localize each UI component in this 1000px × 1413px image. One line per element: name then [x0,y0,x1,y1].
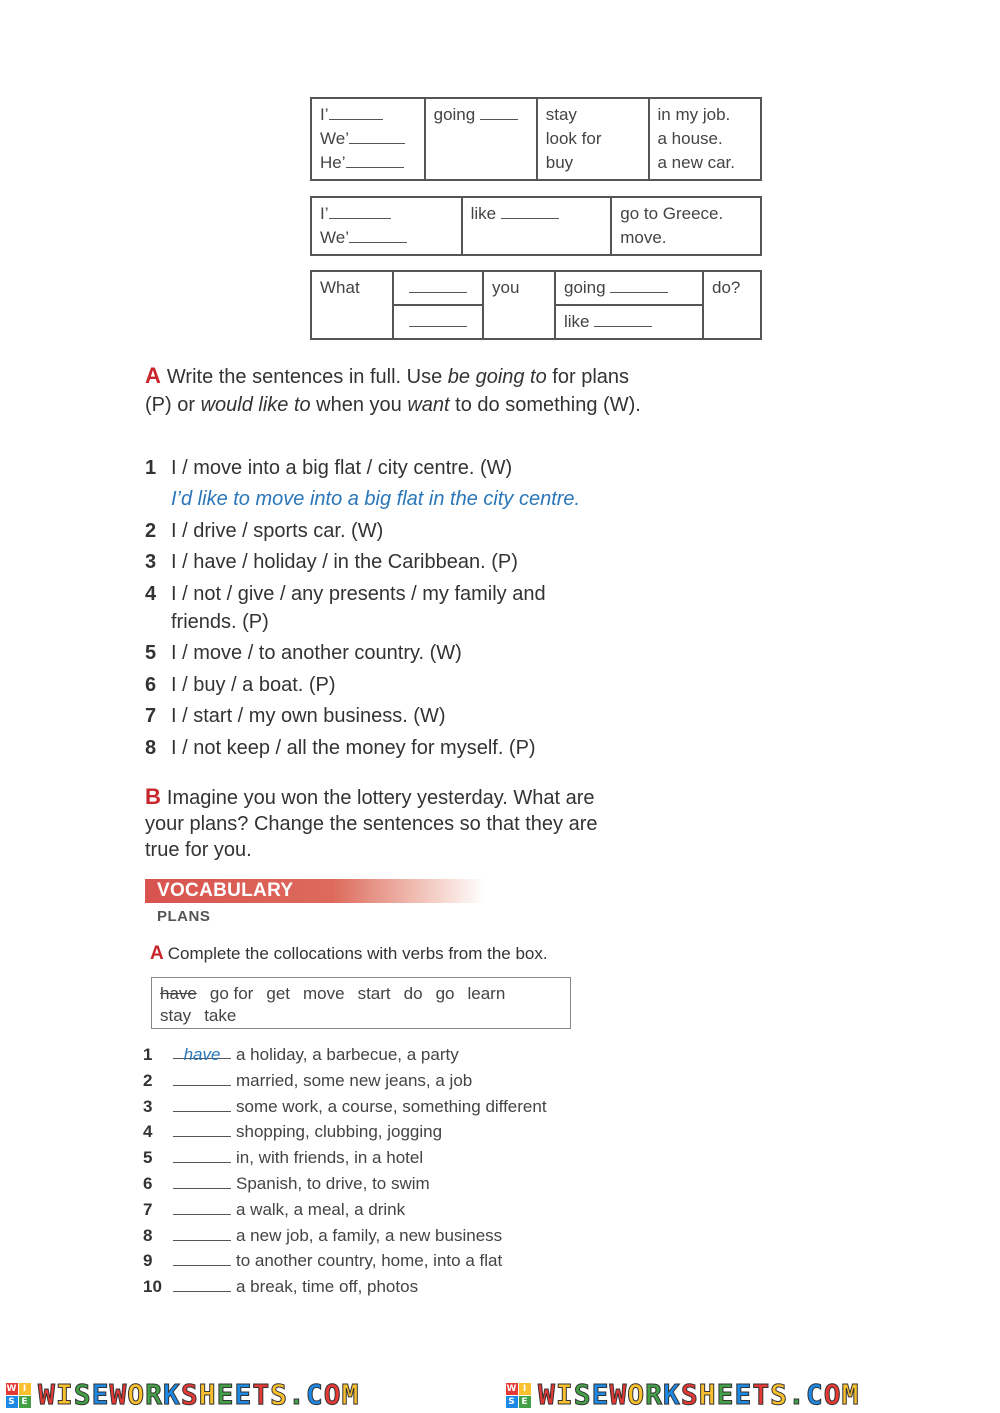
like-word: like [564,312,590,331]
exercise-letter: B [145,784,161,809]
box-word: take [204,1006,237,1025]
watermark-letter: W [109,1378,128,1411]
list-item: 7 I / start / my own business. (W) [145,705,446,728]
watermark-letter: S [770,1378,789,1411]
list-item: 7 a walk, a meal, a drink [143,1199,406,1219]
answer-blank[interactable] [173,1069,231,1086]
watermark-letter: R [145,1378,164,1411]
answer-blank[interactable] [173,1198,231,1215]
answer-blank[interactable] [173,1249,231,1266]
watermark-letter: W [38,1378,56,1411]
watermark-letter: H [198,1378,217,1411]
watermark-letter: E [734,1378,753,1411]
watermark-logo-icon: W I S E [6,1383,32,1409]
subject: He’ [320,153,346,172]
watermark-text [538,1378,859,1411]
list-item: 9 to another country, home, into a flat [143,1251,503,1271]
going-word: going [433,105,476,124]
list-item: 3 I / have / holiday / in the Caribbean. (P) [145,551,518,574]
watermark-letter: S [180,1378,199,1411]
watermark-letter: E [91,1378,110,1411]
list-item: 8 a new job, a family, a new business [143,1225,503,1245]
watermark-letter: C [305,1378,324,1411]
watermark-letter: O [823,1378,842,1411]
answer-blank[interactable] [173,1172,231,1189]
exercise-letter: A [150,943,164,964]
answer-blank[interactable] [173,1275,231,1292]
watermark-letter: . [288,1378,306,1411]
watermark-letter: S [573,1378,592,1411]
you-word: you [483,271,555,339]
watermark-letter: E [591,1378,610,1411]
watermark-letter: O [627,1378,646,1411]
answer-blank[interactable] [173,1224,231,1241]
verb: buy [545,153,574,172]
subject: We’ [320,228,349,247]
exercise-a-instruction: A Write the sentences in full. Use be going to for plans (P) or would like to when you want to do something (W). [145,363,641,416]
list-item: 6 I / buy / a boat. (P) [145,673,336,696]
box-word: go for [209,984,254,1003]
box-word: do [403,984,423,1003]
list-item: 8 I / not keep / all the money for myself. (P) [145,736,536,759]
object: a new car. [657,153,735,172]
watermark-letter: I [555,1378,574,1411]
vocabulary-instruction: A Complete the collocations with verbs from the box. [150,943,548,964]
list-item: 10 a break, time off, photos [143,1277,419,1297]
answer-blank[interactable]: have [173,1042,231,1059]
exercise-letter: A [145,363,161,388]
watermark-letter: K [663,1378,681,1411]
subject: I’ [320,204,329,223]
watermark-letter: T [252,1378,271,1411]
grammar-table-going-to [310,97,762,181]
watermark-letter: . [788,1378,806,1411]
verb-phrase: go to Greece. [620,204,724,223]
watermark-letter: T [752,1378,771,1411]
grammar-table-question [310,270,762,340]
watermark-letter: M [341,1378,360,1411]
like-word: like [470,204,497,223]
watermark-letter: E [216,1378,235,1411]
object: in my job. [657,105,731,124]
watermark-letter: S [680,1378,699,1411]
box-word: start [357,984,391,1003]
box-word: stay [160,1006,192,1025]
collocations-list [143,1042,547,1300]
grammar-table-would-like [310,196,762,256]
what-word: What [311,271,393,339]
box-word: learn [467,984,506,1003]
verb: stay [545,105,577,124]
going-word: going [564,278,606,297]
watermark [6,1379,359,1411]
list-item: 1 have a holiday, a barbecue, a party [143,1042,547,1068]
list-item: 3 some work, a course, something different [143,1096,547,1116]
watermark-letter: S [73,1378,92,1411]
vocabulary-title: VOCABULARY [157,880,294,901]
watermark-logo-icon: W I S E [506,1383,532,1409]
watermark-letter: M [841,1378,860,1411]
list-item: 2 married, some new jeans, a job [143,1070,473,1090]
answer-blank[interactable] [173,1095,231,1112]
answer-blank[interactable] [173,1146,231,1163]
list-item: 5 I / move / to another country. (W) [145,642,462,665]
watermark-letter: W [609,1378,628,1411]
subject: I’ [320,105,329,124]
answer-blank[interactable] [173,1120,231,1137]
example-answer: I’d like to move into a big flat in the city centre. [171,488,581,511]
list-item: 6 Spanish, to drive, to swim [143,1173,430,1193]
box-word: have [160,984,197,1003]
list-item: 4 I / not / give / any presents / my family and [145,582,546,605]
list-item: 4 shopping, clubbing, jogging [143,1122,443,1142]
watermark-letter: K [163,1378,181,1411]
watermark-letter: I [55,1378,74,1411]
object: a house. [657,129,723,148]
exercise-b-instruction: B Imagine you won the lottery yesterday. What are your plans? Change the sentences so that they are true for you. [145,784,598,861]
vocabulary-subtitle: PLANS [157,908,211,925]
watermark [506,1379,859,1411]
list-item: 1 I / move into a big flat / city centre. (W) [145,457,513,479]
watermark-letter: R [645,1378,664,1411]
list-item-continuation: friends. (P) [171,610,269,633]
list-item: 2 I / drive / sports car. (W) [145,519,384,542]
do-word: do? [703,271,761,339]
watermark-text [38,1378,359,1411]
watermark-letter: O [323,1378,342,1411]
watermark-letter: S [270,1378,289,1411]
watermark-letter: H [698,1378,717,1411]
exercise-a-list [145,453,580,764]
subject: We’ [320,129,349,148]
verb-phrase: move. [620,228,667,247]
word-box [151,977,571,1029]
box-word: get [266,984,290,1003]
watermark-letter: E [234,1378,253,1411]
watermark-letter: C [805,1378,824,1411]
box-word: go [435,984,455,1003]
watermark-letter: E [716,1378,735,1411]
verb: look for [545,129,602,148]
watermark-letter: O [127,1378,146,1411]
box-word: move [303,984,345,1003]
list-item: 5 in, with friends, in a hotel [143,1148,424,1168]
watermark-letter: W [538,1378,556,1411]
